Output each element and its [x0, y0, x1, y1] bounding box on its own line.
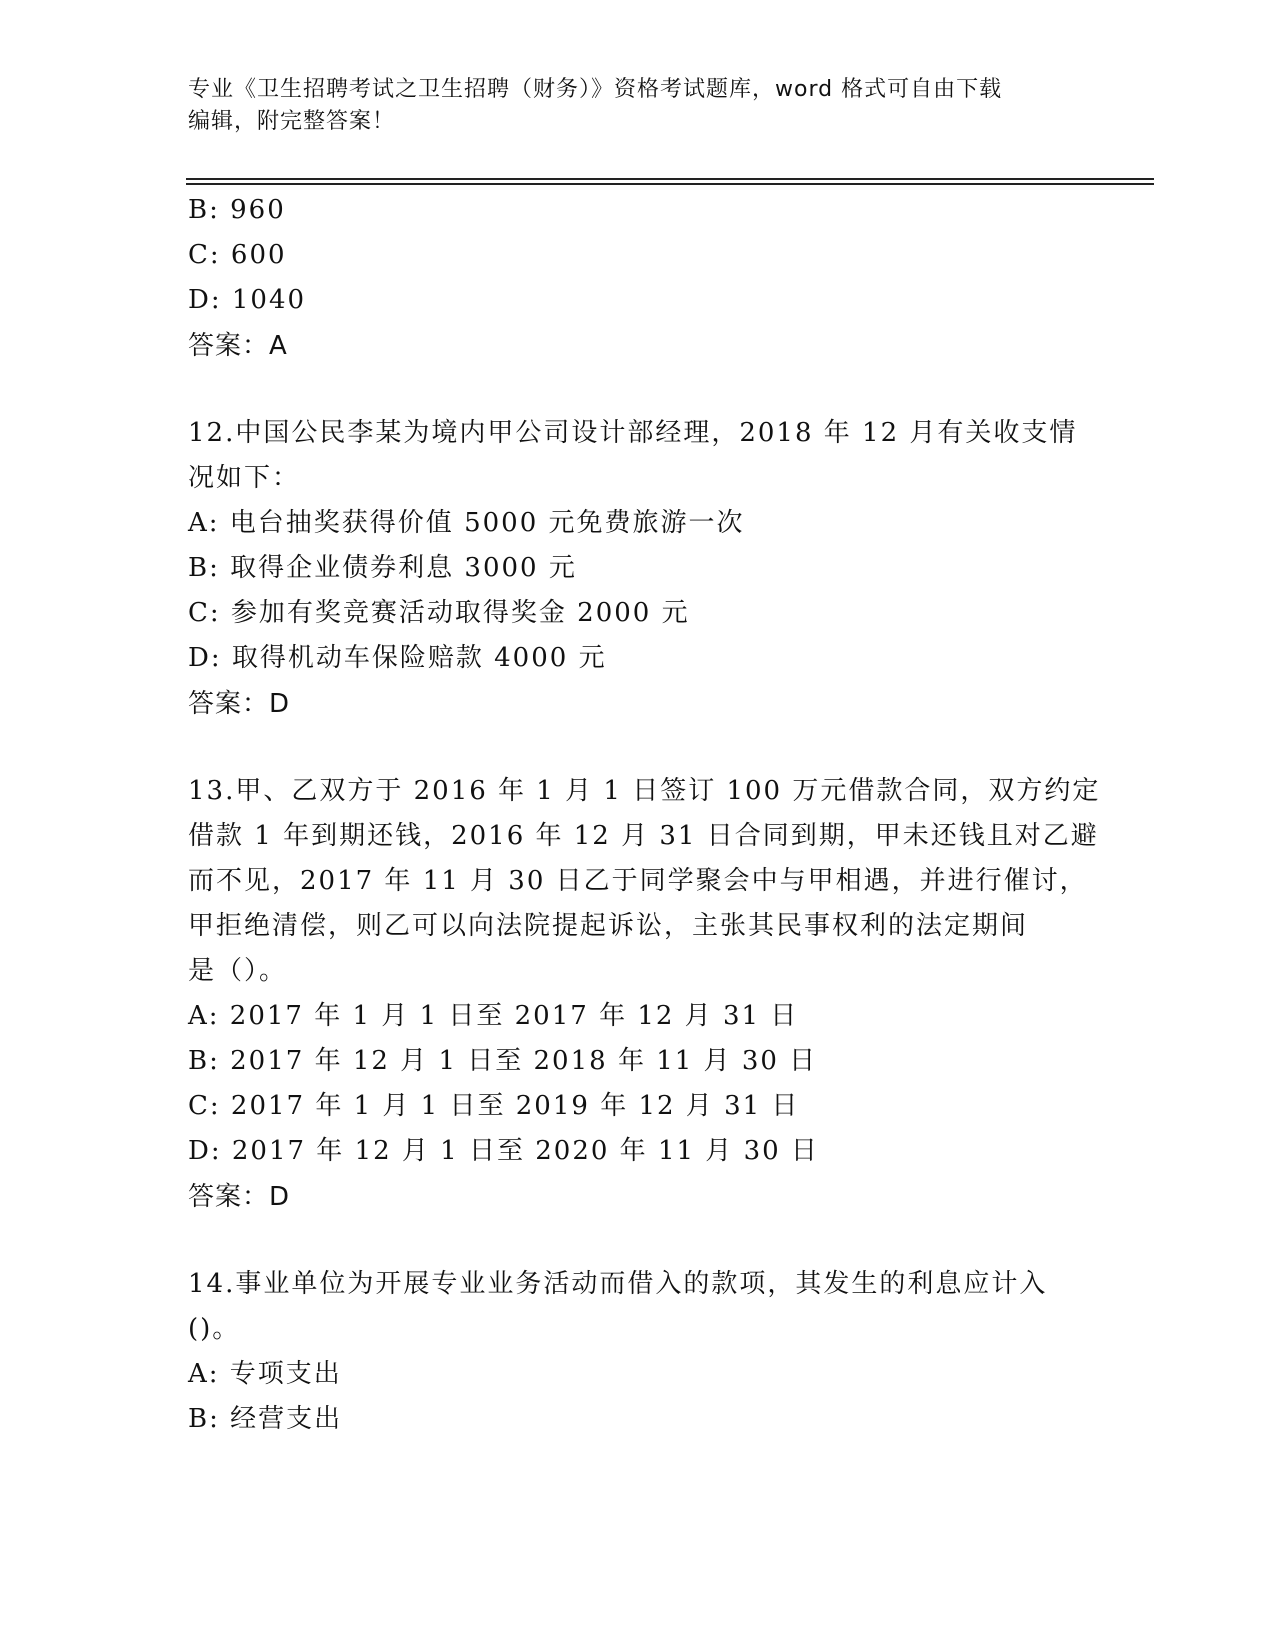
header-divider-top — [186, 178, 1154, 180]
q11-option-b: B: 960 — [188, 195, 286, 225]
header-line-2: 编辑，附完整答案！ — [188, 109, 396, 134]
q13-stem-line-5: 是（）。 — [188, 956, 288, 986]
q13-option-a: A: 2017 年 1 月 1 日至 2017 年 12 月 31 日 — [188, 1001, 799, 1031]
header-line-1: 专业《卫生招聘考试之卫生招聘（财务）》资格考试题库，word 格式可自由下载 — [188, 77, 1003, 102]
q12-answer: 答案：D — [188, 689, 291, 719]
q12-option-c: C: 参加有奖竞赛活动取得奖金 2000 元 — [188, 598, 690, 628]
q13-option-d: D: 2017 年 12 月 1 日至 2020 年 11 月 30 日 — [188, 1136, 819, 1166]
q13-stem-line-1: 13.甲、乙双方于 2016 年 1 月 1 日签订 100 万元借款合同，双方约定 — [188, 776, 1101, 806]
q12-stem-line-1: 12.中国公民李某为境内甲公司设计部经理，2018 年 12 月有关收支情 — [188, 418, 1078, 448]
q12-option-b: B: 取得企业债券利息 3000 元 — [188, 553, 577, 583]
q11-option-c: C: 600 — [188, 240, 287, 270]
q14-stem-line-2: ()。 — [188, 1314, 241, 1344]
q14-stem-line-1: 14.事业单位为开展专业业务活动而借入的款项，其发生的利息应计入 — [188, 1269, 1048, 1299]
q13-answer: 答案：D — [188, 1182, 291, 1212]
q13-option-c: C: 2017 年 1 月 1 日至 2019 年 12 月 31 日 — [188, 1091, 800, 1121]
q14-option-b: B: 经营支出 — [188, 1404, 343, 1434]
q14-option-a: A: 专项支出 — [188, 1359, 342, 1389]
q12-option-a: A: 电台抽奖获得价值 5000 元免费旅游一次 — [188, 508, 745, 538]
q11-option-d: D: 1040 — [188, 285, 307, 315]
header-divider-bottom — [186, 183, 1154, 185]
q13-stem-line-2: 借款 1 年到期还钱，2016 年 12 月 31 日合同到期，甲未还钱且对乙避 — [188, 821, 1099, 851]
q13-option-b: B: 2017 年 12 月 1 日至 2018 年 11 月 30 日 — [188, 1046, 818, 1076]
q11-answer: 答案：A — [188, 331, 288, 361]
q12-option-d: D: 取得机动车保险赔款 4000 元 — [188, 643, 607, 673]
q13-stem-line-4: 甲拒绝清偿，则乙可以向法院提起诉讼，主张其民事权利的法定期间 — [188, 911, 1029, 941]
document-header — [188, 74, 1078, 138]
q13-stem-line-3: 而不见，2017 年 11 月 30 日乙于同学聚会中与甲相遇，并进行催讨， — [188, 866, 1088, 896]
q12-stem-line-2: 况如下： — [188, 463, 301, 493]
